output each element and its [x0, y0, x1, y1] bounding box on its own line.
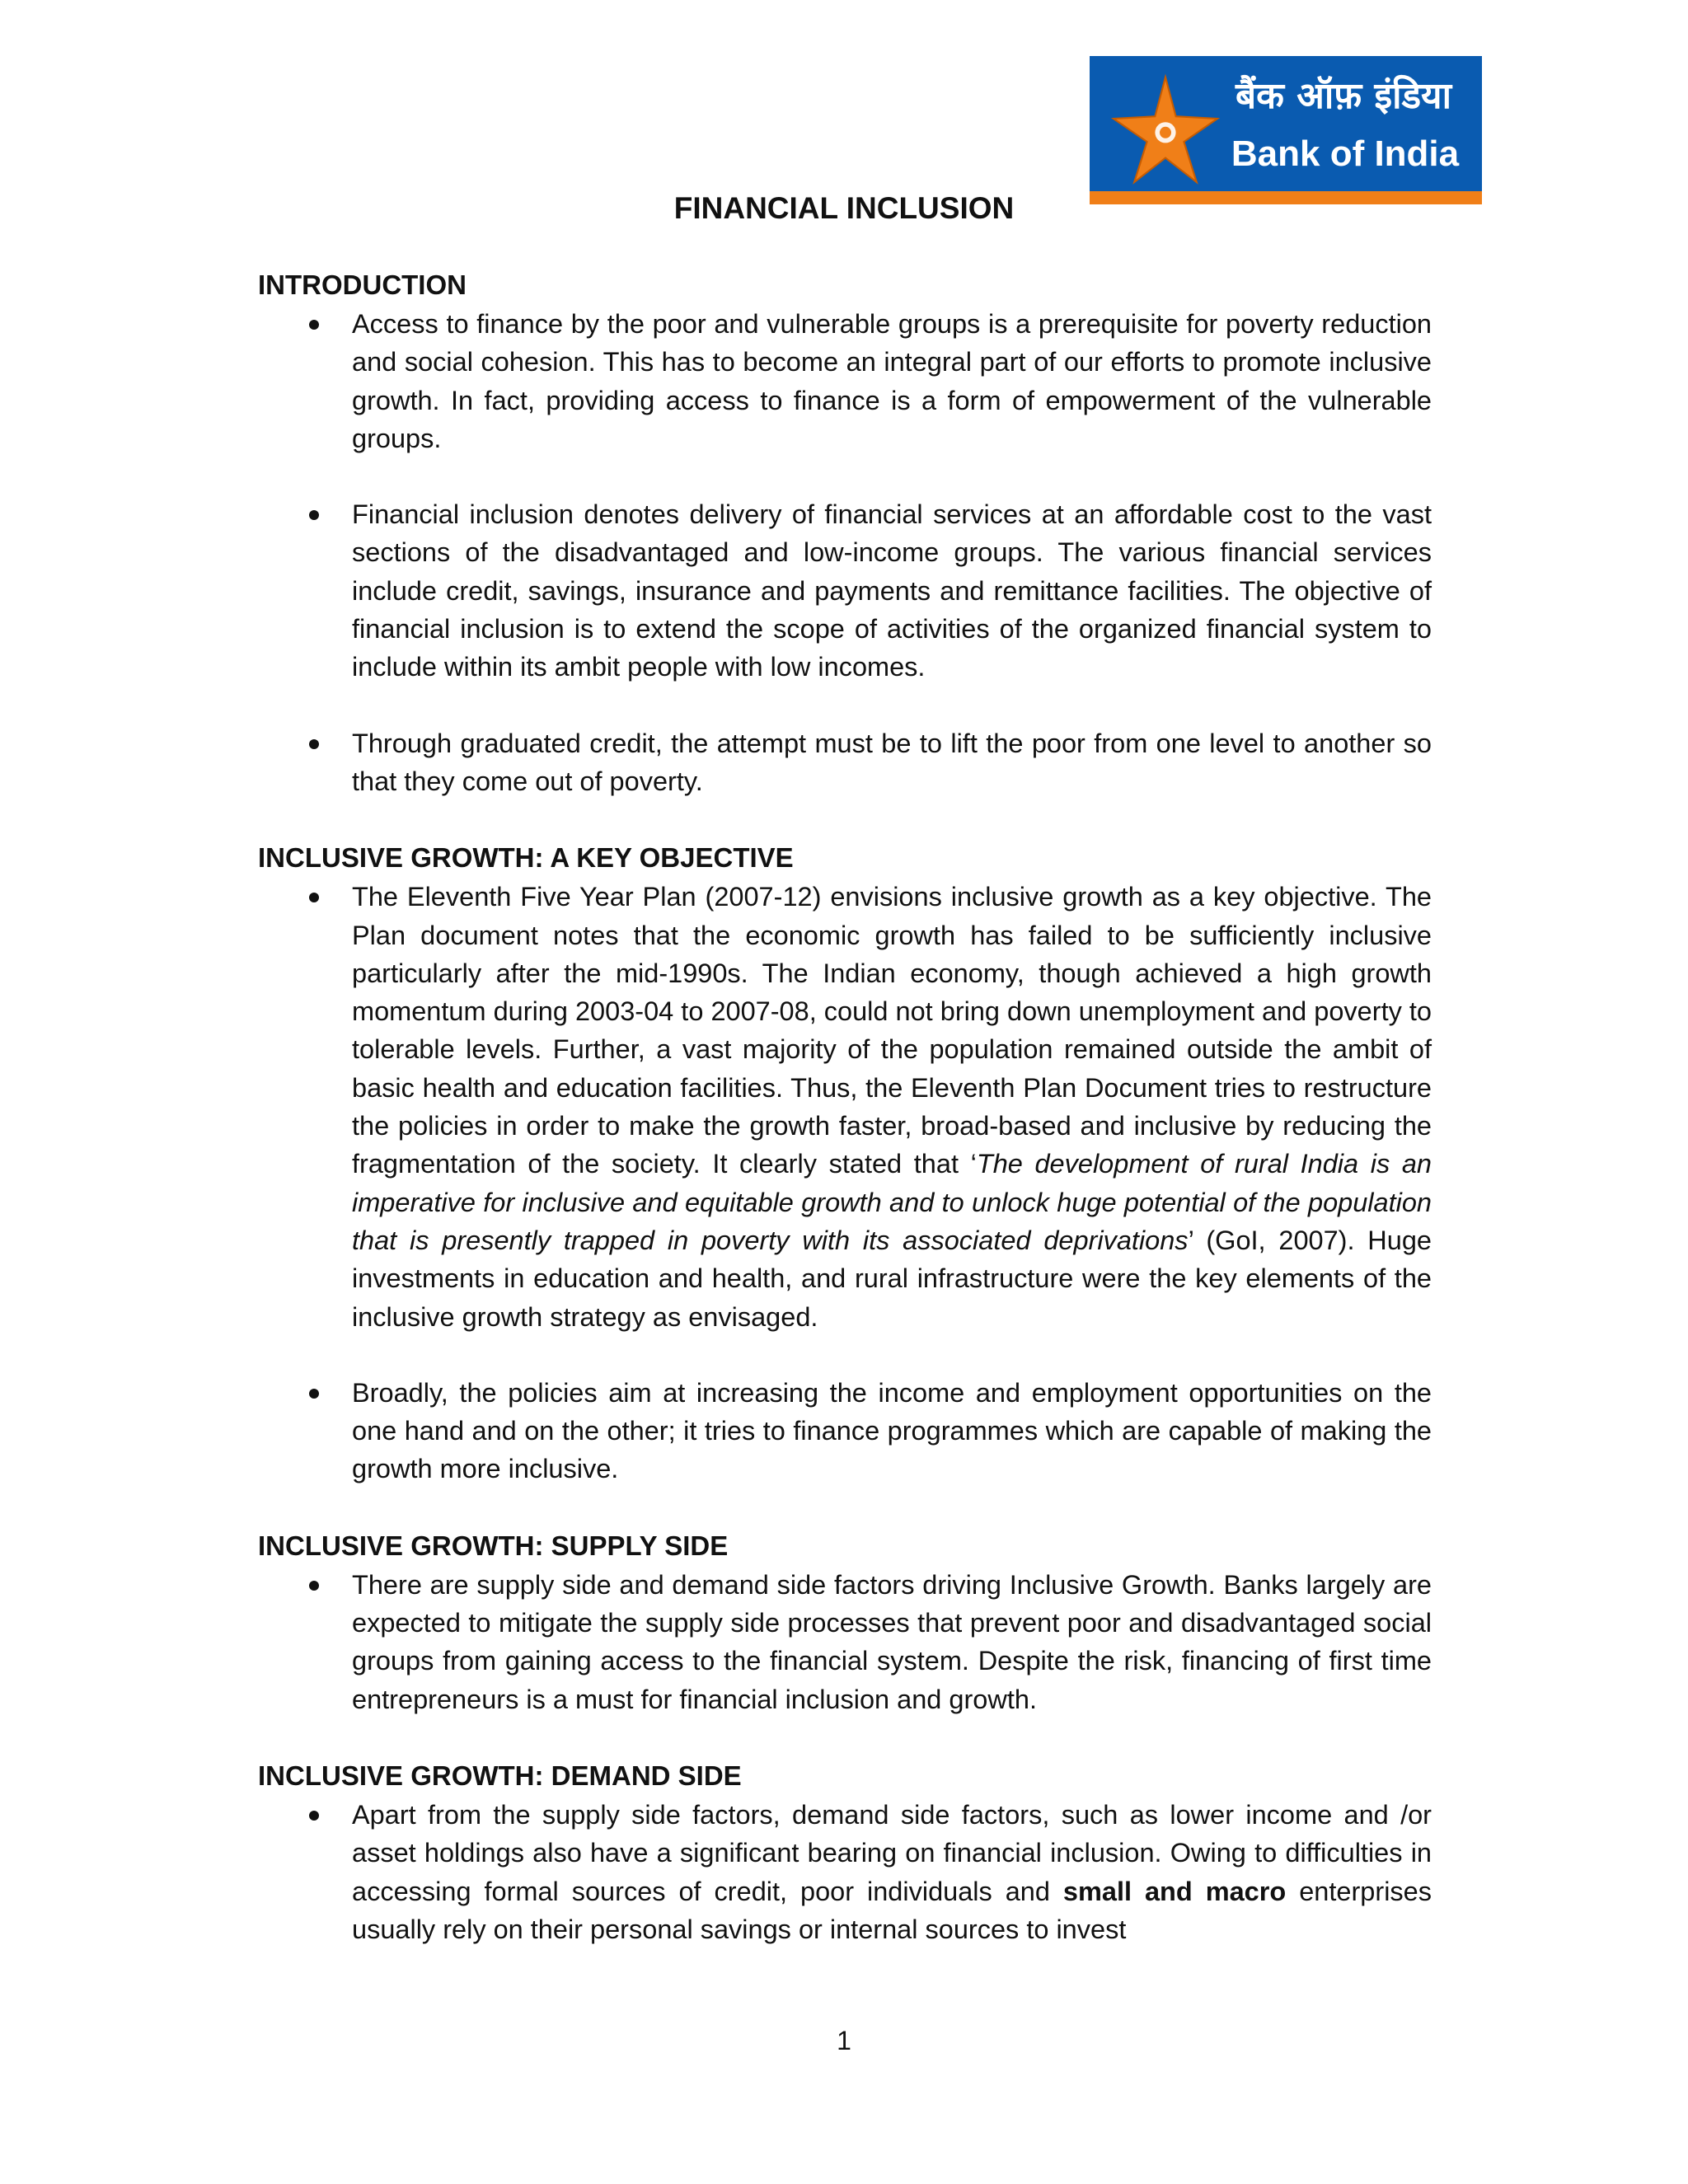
- logo-english-text: Bank of India: [1231, 134, 1460, 174]
- bullet-text: [352, 882, 1432, 1331]
- bullet-text: [352, 1800, 1432, 1944]
- bullet-text-part: Apart from the supply side factors, demand side factors, such as lower income and /or asset holdings also have a significant bearing on financial inclusion. Owing to difficulties in accessing formal sources of credit, poor individuals and: [352, 1799, 1432, 1906]
- list-item: [258, 495, 1432, 686]
- bullet-text-part: ’ (GoI, 2007). Huge investments in education and health, and rural infrastructure were the key elements of the inclusive growth strategy as envisaged.: [352, 1225, 1432, 1332]
- bullet-icon: [309, 739, 319, 749]
- document-body: [258, 265, 1432, 1948]
- bullet-text-part: The Eleventh Five Year Plan (2007-12) envisions inclusive growth as a key objective. The Plan document notes that the economic growth has failed to be sufficiently inclusive particularly after the mid-1990s. The Indian economy, though achieved a high growth momentum during 2003-04 to 2007-08, could not bring down unemployment and poverty to tolerable levels. Further, a vast majority of the population remained outside the ambit of basic health and education facilities. Thus, the Eleventh Plan Document tries to restructure the policies in order to make the growth faster, broad-based and inclusive by reducing the fragmentation of the society. It clearly stated that ‘: [352, 882, 1432, 1179]
- bullet-icon: [309, 1389, 319, 1399]
- star-icon: [1108, 73, 1223, 188]
- section-heading-introduction: INTRODUCTION: [258, 269, 467, 300]
- bullet-text: Financial inclusion denotes delivery of financial services at an affordable cost to the vast sections of the disadvantaged and low-income groups. The various financial services include credit, savings, insurance and payments and remittance facilities. The objective of financial inclusion is to extend the scope of activities of the organized financial system to include within its ambit people with low incomes.: [352, 499, 1432, 682]
- page-title: FINANCIAL INCLUSION: [673, 191, 1015, 225]
- bullet-text: Broadly, the policies aim at increasing the income and employment opportunities on the one hand and on the other; it tries to finance programmes which are capable of making the growth more inclusive.: [352, 1377, 1432, 1484]
- bullet-icon: [309, 893, 319, 902]
- logo-hindi-text: बैंक ऑफ़ इंडिया: [1236, 75, 1451, 117]
- list-item: [258, 305, 1432, 457]
- section-heading-demand-side: INCLUSIVE GROWTH: DEMAND SIDE: [258, 1760, 742, 1791]
- section-heading-key-objective: INCLUSIVE GROWTH: A KEY OBJECTIVE: [258, 842, 794, 874]
- bullet-icon: [309, 1581, 319, 1591]
- list-item: [258, 1566, 1432, 1718]
- bullet-icon: [309, 1811, 319, 1821]
- list-item: [258, 724, 1432, 801]
- section-heading-supply-side: INCLUSIVE GROWTH: SUPPLY SIDE: [258, 1530, 729, 1561]
- list-item: [258, 1796, 1432, 1948]
- bold-text: small and macro: [1062, 1876, 1287, 1906]
- list-item: [258, 1374, 1432, 1488]
- bullet-icon: [309, 510, 319, 520]
- bullet-text: Through graduated credit, the attempt must be to lift the poor from one level to another so that they come out of poverty.: [352, 728, 1432, 796]
- bullet-text: Access to finance by the poor and vulnerable groups is a prerequisite for poverty reduction and social cohesion. This has to become an integral part of our efforts to promote inclusive growth. In fact, providing access to finance is a form of empowerment of the vulnerable groups.: [352, 309, 1432, 453]
- bank-of-india-logo: [1090, 56, 1482, 204]
- bullet-text-part: enterprises usually rely on their personal savings or internal sources to invest: [352, 1876, 1432, 1944]
- bullet-icon: [309, 320, 319, 330]
- list-item: [258, 878, 1432, 1336]
- bullet-text: There are supply side and demand side factors driving Inclusive Growth. Banks largely are expected to mitigate the supply side processes that prevent poor and disadvantaged social groups from gaining access to the financial system. Despite the risk, financing of first time entrepreneurs is a must for financial inclusion and growth.: [352, 1569, 1432, 1714]
- italic-quote: The development of rural India is an imperative for inclusive and equitable growth and to unlock huge potential of the population that is presently trapped in poverty with its associated deprivations: [352, 1149, 1432, 1255]
- page-number: 1: [837, 2026, 851, 2055]
